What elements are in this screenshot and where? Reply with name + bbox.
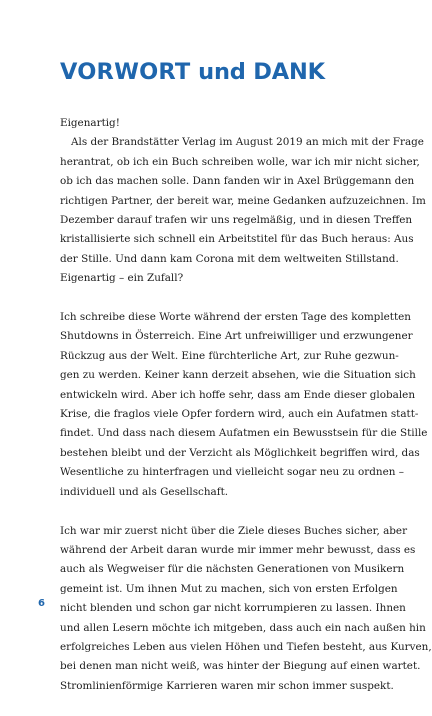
text-line: findet. Und dass nach diesem Aufatmen ein Bewusstsein für die Stille xyxy=(60,427,428,440)
text-line: Eigenartig – ein Zufall? xyxy=(60,272,184,285)
text-line: entwickeln wird. Aber ich hoffe sehr, dass am Ende dieser globalen xyxy=(60,388,416,401)
text-line: gemeint ist. Um ihnen Mut zu machen, sich von ersten Erfolgen xyxy=(60,582,398,595)
text-line: der Stille. Und dann kam Corona mit dem weltweiten Stillstand. xyxy=(60,252,399,265)
text-line: herantrat, ob ich ein Buch schreiben wolle, war ich mir nicht sicher, xyxy=(60,155,420,168)
text-line: und allen Lesern möchte ich mitgeben, dass auch ein nach außen hin xyxy=(60,621,426,634)
chapter-heading-lower: und DANK xyxy=(198,59,325,85)
paragraph-3 xyxy=(60,522,432,697)
text-line: Ich schreibe diese Worte während der ersten Tage des kompletten xyxy=(60,311,411,324)
text-line: Shutdowns in Österreich. Eine Art unfreiwilliger und erzwungener xyxy=(60,330,413,343)
text-line: Als der Brandstätter Verlag im August 2019 an mich mit der Frage xyxy=(71,136,424,149)
text-line: ob ich das machen solle. Dann fanden wir in Axel Brüggemann den xyxy=(60,175,415,188)
text-line: bestehen bleibt und der Verzicht als Möglichkeit begriffen wird, das xyxy=(60,446,420,459)
text-line: richtigen Partner, der bereit war, meine Gedanken aufzuzeichnen. Im xyxy=(60,194,426,207)
text-line: Dezember darauf trafen wir uns regelmäßig, und in diesen Treffen xyxy=(60,214,413,227)
text-line: Ich war mir zuerst nicht über die Ziele dieses Buches sicher, aber xyxy=(60,524,408,537)
text-line: gen zu werden. Keiner kann derzeit absehen, wie die Situation sich xyxy=(60,369,416,382)
paragraph-2 xyxy=(60,308,428,502)
text-line: bei denen man nicht weiß, was hinter der Biegung auf einen wartet. xyxy=(60,660,421,673)
paragraph-1 xyxy=(60,114,426,289)
chapter-heading xyxy=(60,58,325,86)
text-line: kristallisierte sich schnell ein Arbeitstitel für das Buch heraus: Aus xyxy=(60,233,414,246)
chapter-heading-upper: VORWORT xyxy=(60,59,191,85)
text-line: nicht blenden und schon gar nicht korrumpieren zu lassen. Ihnen xyxy=(60,602,406,615)
body-text xyxy=(60,114,432,716)
text-line: individuell und als Gesellschaft. xyxy=(60,485,229,498)
text-line: Rückzug aus der Welt. Eine fürchterliche Art, zur Ruhe gezwun- xyxy=(60,349,399,362)
text-line: Wesentliche zu hinterfragen und vielleicht sogar neu zu ordnen – xyxy=(60,466,404,479)
page-number: 6 xyxy=(38,598,45,609)
text-line: auch als Wegweiser für die nächsten Generationen von Musikern xyxy=(60,563,405,576)
text-line: während der Arbeit daran wurde mir immer mehr bewusst, dass es xyxy=(60,543,416,556)
text-line: Stromlinienförmige Karrieren waren mir schon immer suspekt. xyxy=(60,679,394,692)
text-line: Eigenartig! xyxy=(60,117,120,129)
text-line: Krise, die fraglos viele Opfer fordern wird, auch ein Aufatmen statt- xyxy=(60,408,419,421)
text-line: erfolgreiches Leben aus vielen Höhen und Tiefen besteht, aus Kurven, xyxy=(60,640,432,653)
